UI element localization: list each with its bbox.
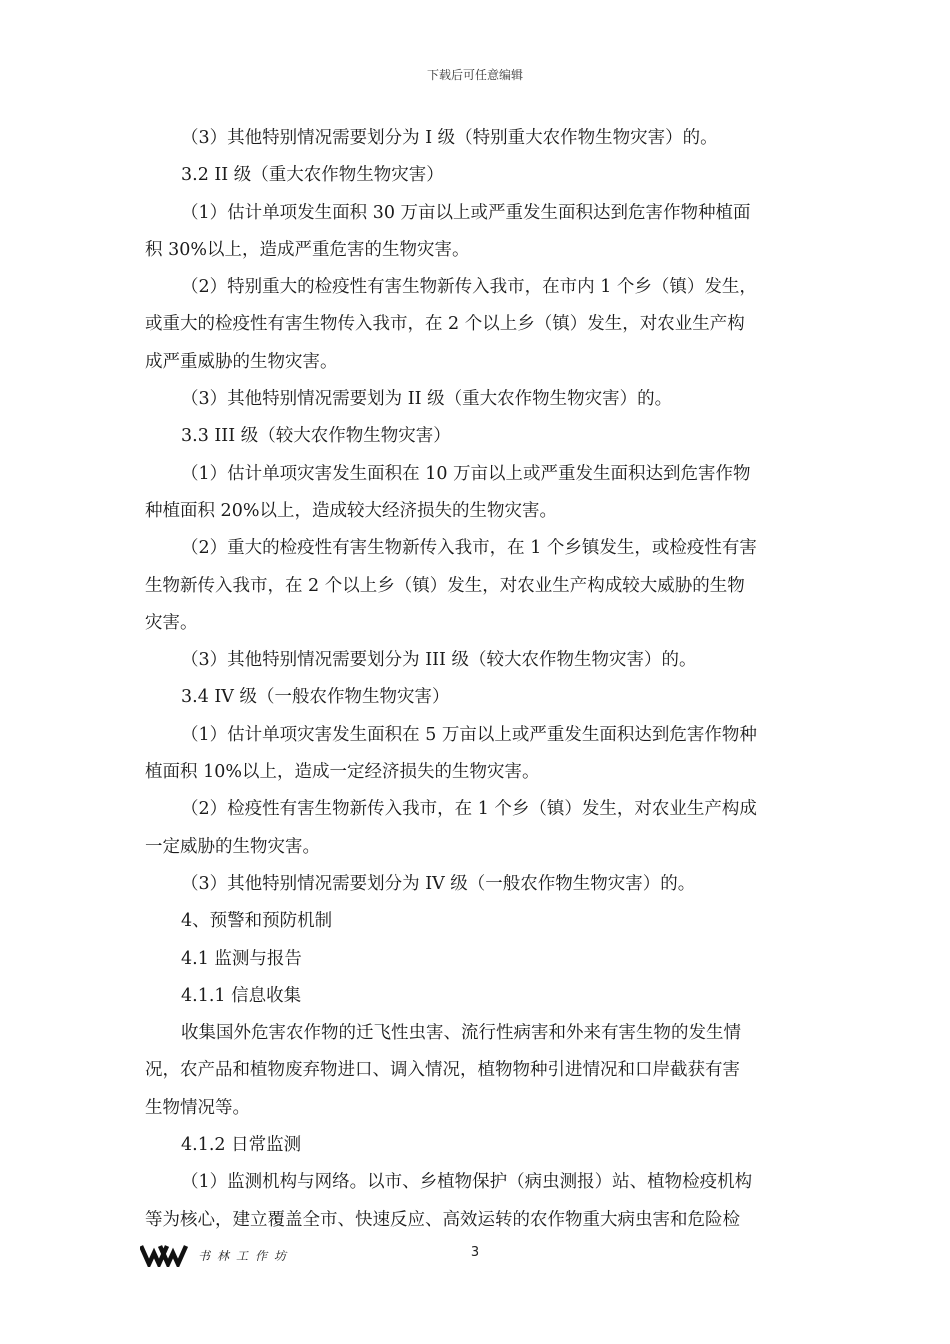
page-header: 下载后可任意编辑 (426, 68, 523, 82)
body-line: （1）监测机构与网络。以市、乡植物保护（病虫测报）站、植物检疫机构 (181, 1172, 753, 1193)
logo-icon (140, 1243, 190, 1267)
body-line: 灾害。 (145, 612, 198, 633)
body-line: 植面积 10%以上，造成一定经济损失的生物灾害。 (145, 762, 540, 783)
footer-logo (140, 1240, 293, 1270)
section-heading: 4.1 监测与报告 (181, 948, 302, 969)
document-body (145, 120, 807, 1239)
section-heading: 3.3 III 级（较大农作物生物灾害） (181, 426, 451, 447)
body-line: （3）其他特别情况需要划分为 I 级（特别重大农作物生物灾害）的。 (181, 128, 718, 148)
body-line: （1）估计单项灾害发生面积在 10 万亩以上或严重发生面积达到危害作物 (181, 463, 751, 484)
body-line: （2）检疫性有害生物新传入我市，在 1 个乡（镇）发生，对农业生产构成 (181, 799, 757, 820)
body-line: （2）重大的检疫性有害生物新传入我市，在 1 个乡镇发生，或检疫性有害 (181, 538, 757, 559)
body-line: 收集国外危害农作物的迁飞性虫害、流行性病害和外来有害生物的发生情 (181, 1023, 741, 1044)
logo-text: 书林工作坊 (198, 1248, 294, 1263)
section-heading: 4.1.2 日常监测 (181, 1135, 302, 1156)
page-number: 3 (470, 1245, 480, 1260)
section-heading: 3.2 II 级（重大农作物生物灾害） (181, 165, 444, 186)
section-heading: 4.1.1 信息收集 (181, 985, 302, 1006)
body-line: 一定威胁的生物灾害。 (145, 836, 320, 857)
body-line: 成严重威胁的生物灾害。 (145, 351, 338, 372)
body-line: 或重大的检疫性有害生物传入我市，在 2 个以上乡（镇）发生，对农业生产构 (145, 314, 745, 335)
body-line: 生物情况等。 (145, 1097, 250, 1118)
body-line: 况，农产品和植物废弃物进口、调入情况，植物物种引进情况和口岸截获有害 (145, 1060, 740, 1081)
section-heading: 3.4 IV 级（一般农作物生物灾害） (181, 687, 450, 708)
body-line: 积 30%以上，造成严重危害的生物灾害。 (145, 239, 470, 260)
body-line: （3）其他特别情况需要划为 II 级（重大农作物生物灾害）的。 (181, 389, 673, 410)
body-line: 生物新传入我市，在 2 个以上乡（镇）发生，对农业生产构成较大威胁的生物 (145, 575, 745, 596)
body-line: （3）其他特别情况需要划分为 IV 级（一般农作物生物灾害）的。 (181, 873, 696, 894)
body-line: （1）估计单项灾害发生面积在 5 万亩以上或严重发生面积达到危害作物种 (181, 724, 757, 745)
body-line: 等为核心，建立覆盖全市、快速反应、高效运转的农作物重大病虫害和危险检 (145, 1209, 740, 1230)
body-line: （3）其他特别情况需要划分为 III 级（较大农作物生物灾害）的。 (181, 650, 697, 671)
body-line: 种植面积 20%以上，造成较大经济损失的生物灾害。 (145, 500, 557, 521)
body-line: （1）估计单项发生面积 30 万亩以上或严重发生面积达到危害作物种植面 (181, 202, 751, 223)
section-heading: 4、预警和预防机制 (181, 911, 333, 932)
body-line: （2）特别重大的检疫性有害生物新传入我市，在市内 1 个乡（镇）发生， (181, 277, 757, 298)
